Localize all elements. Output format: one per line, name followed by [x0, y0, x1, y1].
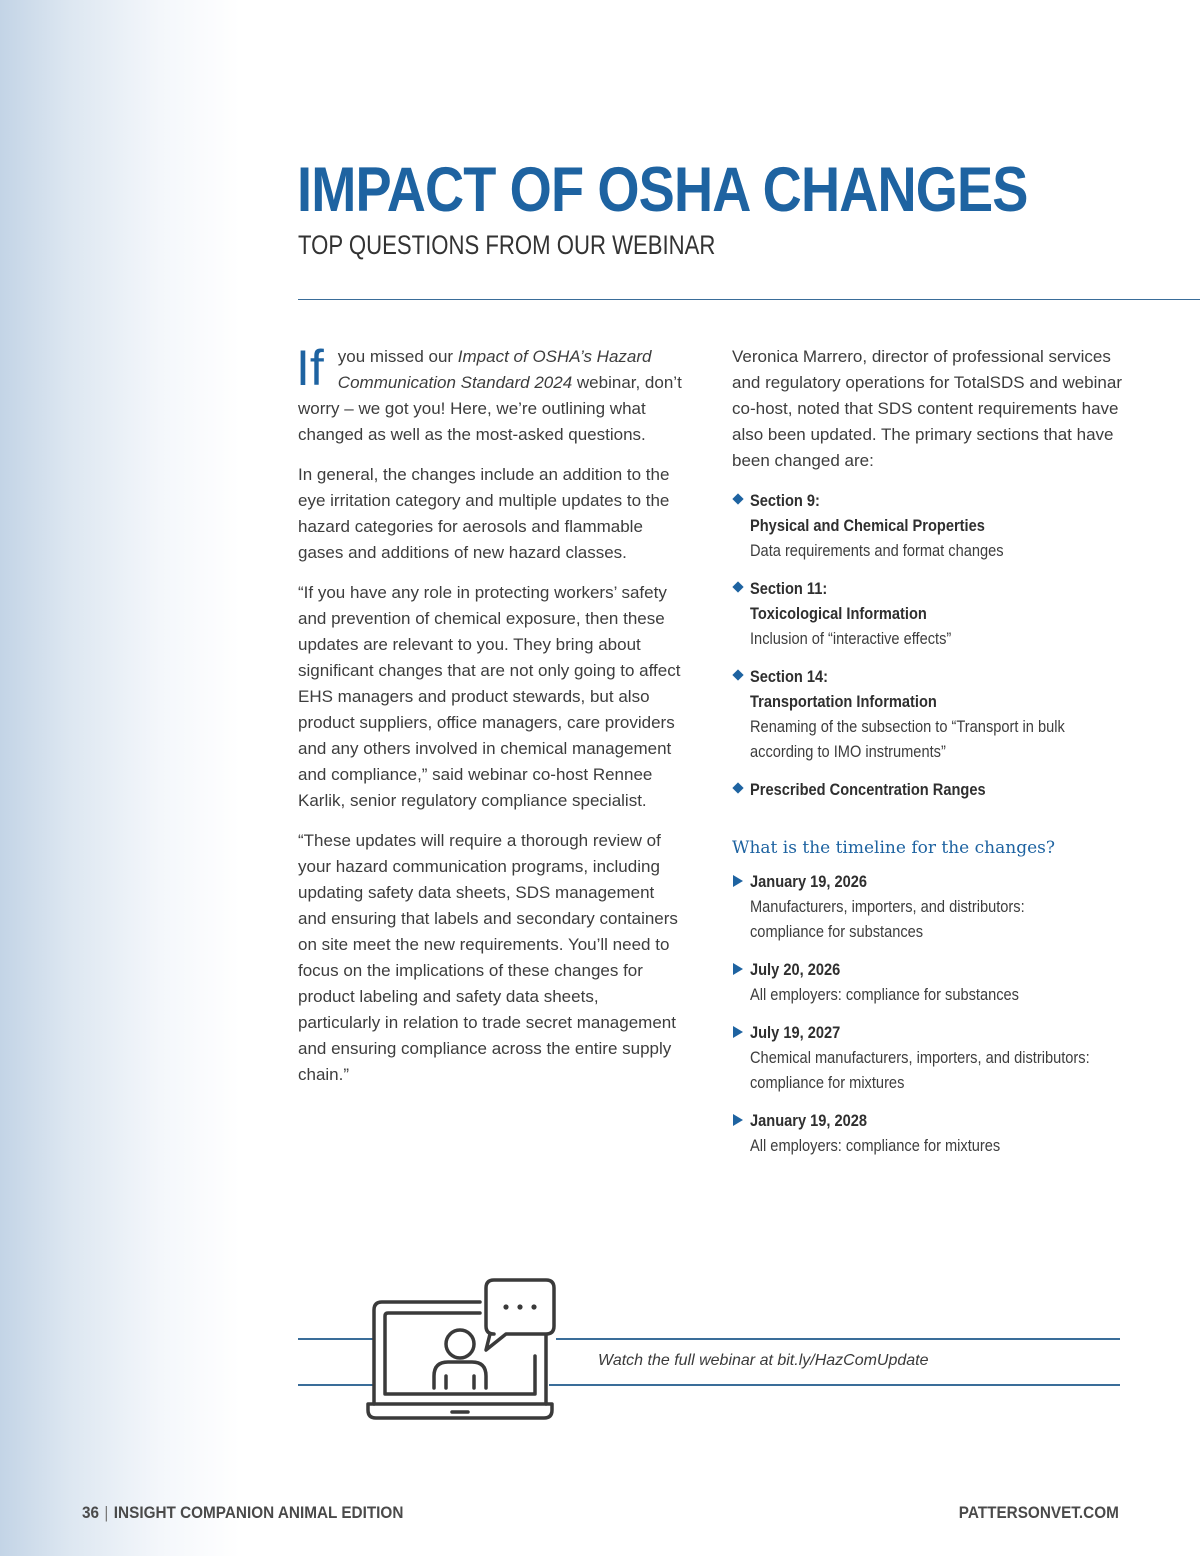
cta-rule-top-right: [556, 1338, 1120, 1340]
timeline-detail: All employers: compliance for substances: [750, 985, 1019, 1004]
diamond-bullet-icon: [732, 493, 743, 504]
diamond-bullet-icon: [732, 669, 743, 680]
section-detail: Inclusion of “interactive effects”: [750, 629, 952, 648]
publication-name: INSIGHT COMPANION ANIMAL EDITION: [113, 1503, 404, 1522]
timeline-item: [732, 1020, 1132, 1095]
section-label: Section 11:: [750, 579, 828, 598]
page-title: IMPACT OF OSHA CHANGES: [297, 155, 1028, 225]
page-subtitle: TOP QUESTIONS FROM OUR WEBINAR: [298, 230, 716, 260]
section-label: Section 14:: [750, 667, 829, 686]
section-label: Prescribed Concentration Ranges: [750, 780, 986, 799]
triangle-bullet-icon: [733, 1026, 743, 1038]
sds-sections-list: [732, 488, 1132, 802]
quote-paragraph: “If you have any role in protecting workers’ safety and prevention of chemical exposure, then these updates are relevant to you. They bring about significant changes that are not only going to affect EHS managers and product stewards, but also product suppliers, office managers, care providers and any others involved in chemical management and compliance,” said webinar co-host Rennee Karlik, senior regulatory compliance specialist.: [298, 583, 681, 810]
timeline-date: January 19, 2026: [750, 872, 868, 891]
section-detail: Renaming of the subsection to “Transport in bulk: [750, 717, 1065, 736]
footer-website[interactable]: PATTERSONVET.COM: [958, 1503, 1119, 1522]
section-detail: according to IMO instruments”: [750, 742, 946, 761]
right-intro-paragraph: Veronica Marrero, director of professional services and regulatory operations for TotalSDS and webinar co-host, noted that SDS content requirements have also been updated. The primary sections that have been changed are:: [732, 347, 1122, 470]
timeline-item: [732, 1108, 1132, 1158]
list-item: [732, 576, 1132, 651]
timeline-date: January 19, 2028: [750, 1111, 868, 1130]
list-item: [732, 777, 1132, 802]
list-item: [732, 664, 1132, 764]
right-column: [732, 344, 1132, 1171]
timeline-detail: Chemical manufacturers, importers, and distributors:: [750, 1048, 1090, 1067]
diamond-bullet-icon: [732, 782, 743, 793]
timeline-heading: What is the timeline for the changes?: [732, 838, 1055, 858]
webinar-laptop-icon: [360, 1276, 560, 1426]
intro-text-end: webinar, don’t worry – we got you! Here, we’re outlining what changed as well as the most-asked questions.: [298, 373, 682, 444]
webinar-link-text[interactable]: Watch the full webinar at bit.ly/HazComUpdate: [598, 1352, 929, 1369]
intro-paragraph: [296, 340, 683, 448]
footer-separator: |: [104, 1503, 109, 1522]
timeline-item: [732, 957, 1132, 1007]
footer-publication: [82, 1502, 403, 1524]
section-label: Section 9:: [750, 491, 820, 510]
header-divider: [298, 299, 1200, 300]
timeline-item: [732, 869, 1132, 944]
timeline-detail: Manufacturers, importers, and distributors:: [750, 897, 1025, 916]
timeline-date: July 20, 2026: [750, 960, 841, 979]
section-detail: Data requirements and format changes: [750, 541, 1004, 560]
diamond-bullet-icon: [732, 581, 743, 592]
section-name: Physical and Chemical Properties: [750, 516, 985, 535]
drop-cap: If: [296, 340, 324, 396]
quote-paragraph: “These updates will require a thorough review of your hazard communication programs, including updating safety data sheets, SDS management and ensuring that labels and secondary containers on site meet the new requirements. You’ll need to focus on the implications of these changes for product labeling and safety data sheets, particularly in relation to trade secret management and ensuring compliance across the entire supply chain.”: [298, 831, 678, 1084]
section-name: Toxicological Information: [750, 604, 927, 623]
cta-rule-bottom-right: [549, 1384, 1120, 1386]
timeline-detail: All employers: compliance for mixtures: [750, 1136, 1001, 1155]
triangle-bullet-icon: [733, 1114, 743, 1126]
left-column: [296, 340, 683, 1102]
page-number: 36: [82, 1503, 100, 1522]
timeline-list: [732, 869, 1132, 1158]
triangle-bullet-icon: [733, 963, 743, 975]
section-name: Transportation Information: [750, 692, 937, 711]
timeline-detail: compliance for substances: [750, 922, 924, 941]
body-paragraph: In general, the changes include an addition to the eye irritation category and multiple updates to the hazard categories for aerosols and flammable gases and additions of new hazard classes.: [298, 465, 670, 562]
timeline-date: July 19, 2027: [750, 1023, 841, 1042]
timeline-detail: compliance for mixtures: [750, 1073, 905, 1092]
intro-text-start: you missed our: [337, 347, 458, 366]
webinar-title: Impact of OSHA’s Hazard Communication Standard 2024: [337, 347, 652, 392]
list-item: [732, 488, 1132, 563]
triangle-bullet-icon: [733, 875, 743, 887]
